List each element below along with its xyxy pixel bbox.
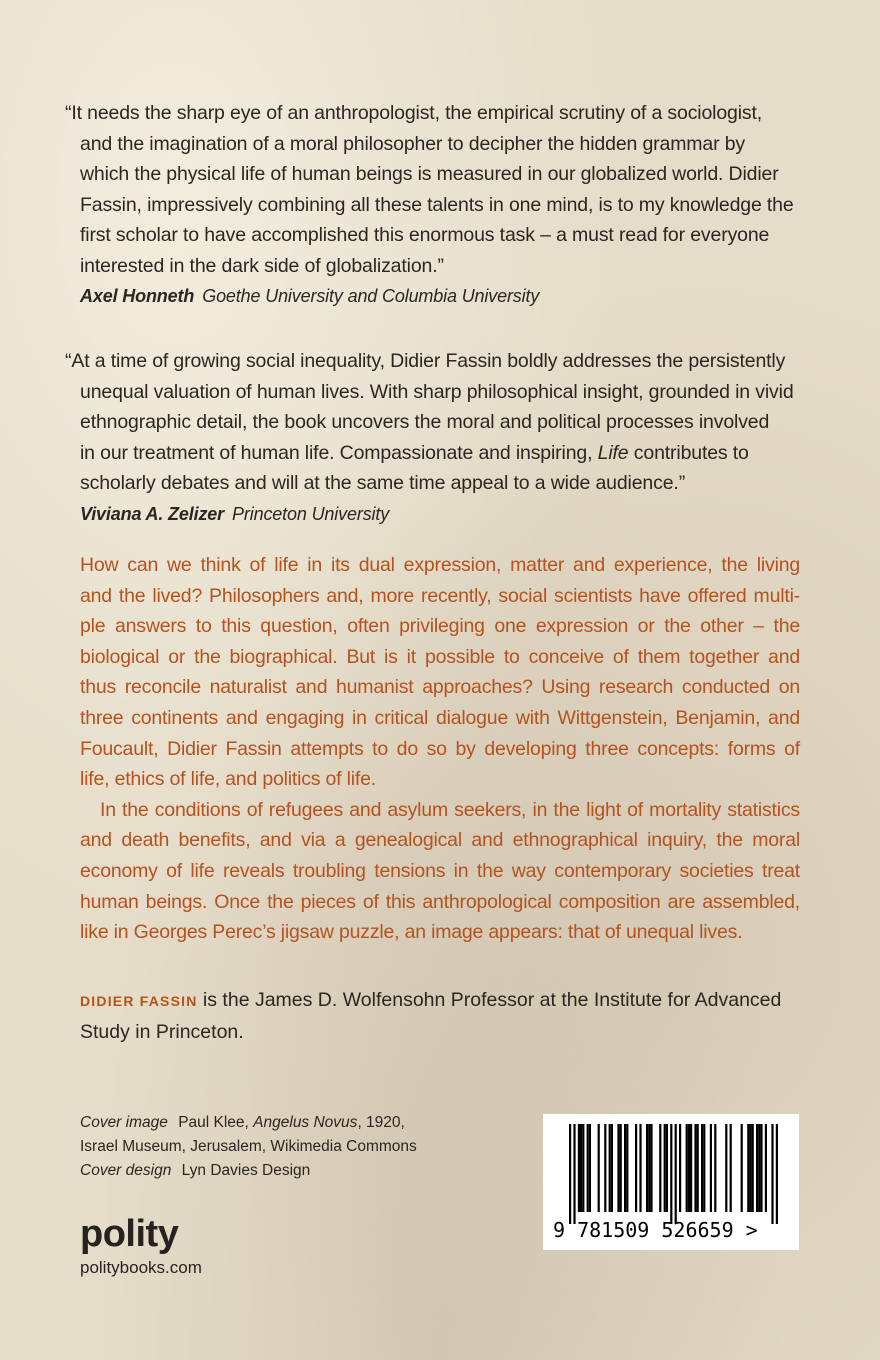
barcode-bar	[758, 1124, 760, 1212]
publisher-logo: polity	[80, 1213, 179, 1255]
blurb-line: and death benefits, and via a genealogical and ethnographical inquiry, the moral	[80, 829, 800, 852]
isbn-barcode	[543, 1114, 799, 1250]
barcode-bar	[701, 1124, 703, 1212]
barcode-bar	[771, 1124, 773, 1224]
barcode-bar	[569, 1124, 571, 1224]
blurb-line: and the lived? Philosophers and, more recently, social scientists have offered multi-	[80, 584, 800, 607]
bio-line	[80, 985, 800, 1017]
barcode-bar	[741, 1124, 743, 1212]
barcode-bar	[749, 1124, 751, 1212]
barcode-bar	[760, 1124, 762, 1212]
quote-affiliation: Goethe University and Columbia University	[202, 286, 540, 306]
barcode-bar	[666, 1124, 668, 1212]
barcode-bar	[609, 1124, 611, 1212]
barcode-bar	[573, 1124, 575, 1224]
isbn-text	[553, 1217, 793, 1243]
credit-line	[80, 1111, 417, 1135]
barcode-bar	[639, 1124, 641, 1212]
barcode-bar	[703, 1124, 705, 1212]
quote-line-part: in our treatment of human life. Compassionate and inspiring,	[80, 441, 593, 464]
barcode-bar	[617, 1124, 619, 1212]
credit-text: , 1920,	[357, 1114, 405, 1131]
quote-line: first scholar to have accomplished this enormous task – a must read for everyone	[80, 224, 770, 246]
quote-line: ethnographic detail, the book uncovers the moral and political processes involved	[80, 411, 770, 433]
barcode-bar	[756, 1124, 758, 1212]
blurb-line: human beings. Once the pieces of this anthropological composition are assembled,	[80, 890, 800, 913]
barcode-bar	[776, 1124, 778, 1224]
barcode-bar	[765, 1124, 767, 1212]
quote-line: Fassin, impressively combining all these talents in one mind, is to my knowledge the	[80, 193, 794, 216]
blurb-line: biological or the biographical. But is it possible to conceive of them together and	[80, 645, 800, 668]
barcode-bar	[582, 1124, 584, 1212]
barcode-bar	[694, 1124, 696, 1212]
author-name: DIDIER FASSIN	[80, 993, 198, 1009]
credit-label: Cover design	[80, 1162, 172, 1179]
author-bio	[80, 985, 800, 1048]
blurb-line: life, ethics of life, and politics of life.	[80, 768, 376, 791]
barcode-bar	[697, 1124, 699, 1212]
quote-attribution	[65, 281, 815, 311]
quote-line: “It needs the sharp eye of an anthropologist, the empirical scrutiny of a sociologist,	[65, 102, 763, 124]
barcode-bar	[688, 1124, 690, 1212]
barcode-bar	[679, 1124, 681, 1212]
blurb-line: Foucault, Didier Fassin attempts to do so by developing three concepts: forms of	[80, 737, 800, 760]
barcode-bar	[725, 1124, 727, 1212]
blurb-line: In the conditions of refugees and asylum seekers, in the light of mortality statistics	[100, 798, 800, 821]
barcode-bar	[648, 1124, 650, 1212]
publisher-website: politybooks.com	[80, 1258, 202, 1277]
quote-line-part: contributes to	[633, 441, 749, 464]
barcode-bar	[578, 1124, 580, 1212]
barcode-bar	[635, 1124, 637, 1212]
quote-line	[65, 438, 815, 469]
barcode-bar	[659, 1124, 661, 1212]
quote-line: scholarly debates and will at the same time appeal to a wide audience.”	[80, 472, 686, 494]
artwork-title: Angelus Novus	[253, 1114, 358, 1131]
quote-line: which the physical life of human beings is measured in our globalized world. Didier	[80, 163, 779, 185]
barcode-bar	[587, 1124, 589, 1212]
book-description	[80, 550, 800, 948]
quote-attribution	[65, 499, 815, 529]
barcode-bar	[730, 1124, 732, 1212]
credit-text: Lyn Davies Design	[181, 1162, 311, 1179]
barcode-bar	[686, 1124, 688, 1212]
cover-credits	[80, 1111, 417, 1183]
barcode-bar	[611, 1124, 613, 1212]
barcode-bar	[626, 1124, 628, 1212]
blurb-line: three continents and engaging in critical dialogue with Wittgenstein, Benjamin, and	[80, 706, 800, 729]
blurb-line: economy of life reveals troubling tensions in the way contemporary societies treat	[80, 859, 800, 882]
barcode-bar	[664, 1124, 666, 1212]
barcode-bar	[690, 1124, 692, 1212]
barcode-bar	[580, 1124, 582, 1212]
credit-line: Israel Museum, Jerusalem, Wikimedia Commons	[80, 1138, 417, 1155]
book-title: Life	[597, 441, 629, 464]
credit-line	[80, 1159, 417, 1183]
blurb-line: ple answers to this question, often privileging one expression or the other – the	[80, 615, 800, 638]
blurb-line: like in Georges Perec’s jigsaw puzzle, an image appears: that of unequal lives.	[80, 921, 743, 944]
bio-text: is the James D. Wolfensohn Professor at the Institute for Advanced	[197, 989, 782, 1011]
endorsement-quote-1	[65, 98, 815, 311]
barcode-bar	[598, 1124, 600, 1212]
blurb-line: thus reconcile naturalist and humanist approaches? Using research conducted on	[80, 676, 800, 699]
credit-label: Cover image	[80, 1114, 168, 1131]
isbn-digits: 9 781509 526659	[553, 1218, 734, 1242]
barcode-bar	[604, 1124, 606, 1212]
barcode-bar	[650, 1124, 652, 1212]
quote-author: Axel Honneth	[80, 286, 195, 306]
barcode-bar	[646, 1124, 648, 1212]
quote-affiliation: Princeton University	[232, 503, 390, 524]
bio-line: Study in Princeton.	[80, 1021, 244, 1043]
credit-text: Paul Klee,	[178, 1114, 249, 1131]
barcode-bar	[710, 1124, 712, 1212]
endorsement-quote-2	[65, 346, 815, 529]
blurb-line: How can we think of life in its dual expression, matter and experience, the living	[80, 554, 800, 576]
quote-author: Viviana A. Zelizer	[80, 503, 225, 524]
barcode-bar	[624, 1124, 626, 1212]
barcode-bar	[747, 1124, 749, 1212]
quote-line: and the imagination of a moral philosopher to decipher the hidden grammar by	[80, 132, 746, 155]
barcode-bar	[589, 1124, 591, 1212]
barcode-bar	[752, 1124, 754, 1212]
isbn-end-marker: >	[745, 1218, 758, 1242]
quote-line: interested in the dark side of globalization.”	[80, 254, 444, 277]
barcode-bar	[675, 1124, 677, 1224]
barcode-bar	[714, 1124, 716, 1212]
barcode-bar	[620, 1124, 622, 1212]
quote-line: “At a time of growing social inequality, Didier Fassin boldly addresses the persistently	[65, 350, 786, 372]
quote-line: unequal valuation of human lives. With sharp philosophical insight, grounded in vivid	[80, 380, 794, 403]
barcode-bar	[670, 1124, 672, 1224]
